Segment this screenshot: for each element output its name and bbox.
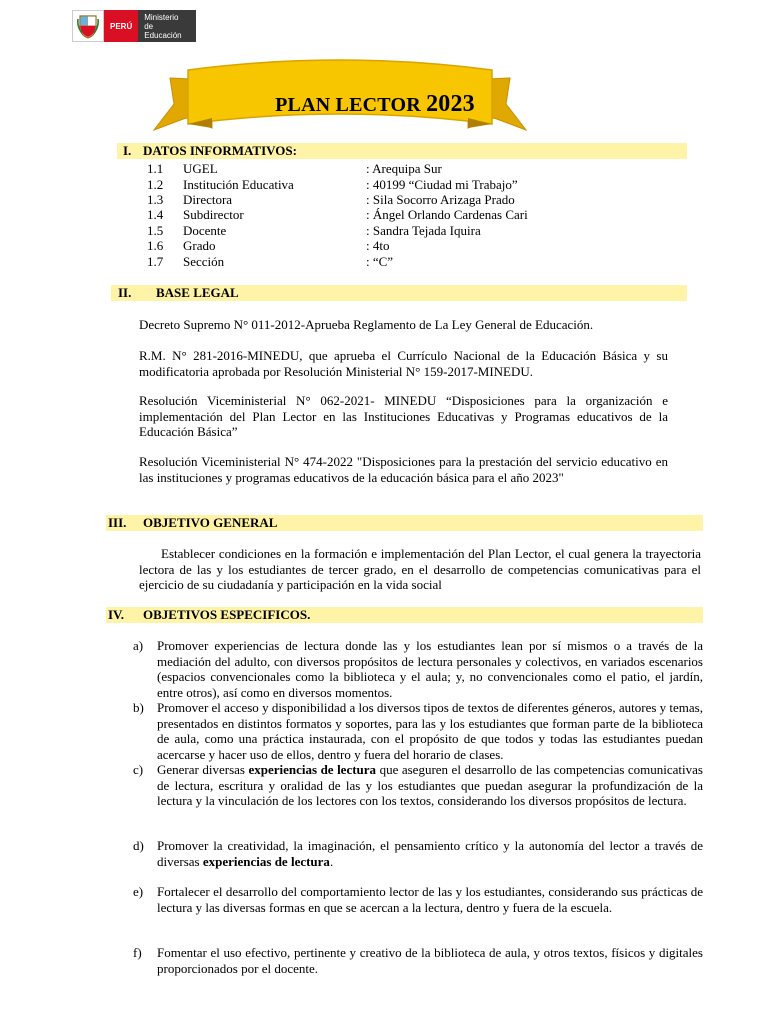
datos-value: : Arequipa Sur [366, 161, 442, 176]
datos-value: : 4to [366, 238, 390, 253]
datos-label: Sección [183, 254, 225, 269]
datos-label: Directora [183, 192, 233, 207]
objetivo-text: Promover la creatividad, la imaginación, el pensamiento crítico y la autonomía del lector a través de diversas experiencias de lectura. [157, 838, 703, 869]
datos-row [147, 223, 707, 238]
datos-row [147, 238, 707, 253]
objetivo-text: Promover el acceso y disponibilidad a los diversos tipos de textos de diferentes géneros, autores y temas, presentados en distintos formatos y soportes, para las y los estudiantes que forman parte de la biblioteca de aula, como una práctica instaurada, con el propósito de que todos y todas las estudiantes puedan acercarse y hacer uso de ellos, dentro y fuera del horario de clases. [157, 700, 703, 762]
datos-label: Institución Educativa [183, 177, 294, 192]
section-number: III. [108, 515, 127, 530]
objetivo-letter: f) [133, 945, 142, 960]
objetivo-letter: b) [133, 700, 144, 715]
section-number: II. [118, 285, 132, 300]
section-title: OBJETIVO GENERAL [143, 515, 278, 530]
datos-row [147, 177, 707, 192]
title-year: 2023 [426, 91, 475, 117]
objetivo-text: Fomentar el uso efectivo, pertinente y creativo de la biblioteca de aula, y otros textos, físicos y digitales proporcionados por el docente. [157, 945, 703, 976]
section-header-base-legal [111, 285, 687, 301]
ministry-line-1: Ministerio [144, 12, 179, 22]
section-number: IV. [108, 607, 125, 622]
coat-of-arms-icon [72, 10, 104, 42]
datos-value: : Sandra Tejada Iquira [366, 223, 481, 238]
datos-row [147, 161, 707, 176]
ministry-label [138, 10, 196, 42]
ministry-logo [72, 10, 196, 42]
datos-value: : “C” [366, 254, 394, 269]
section-title: OBJETIVOS ESPECIFICOS. [143, 607, 311, 622]
datos-number: 1.3 [147, 192, 164, 207]
datos-number: 1.6 [147, 238, 164, 253]
datos-label: Docente [183, 223, 227, 238]
section-title: BASE LEGAL [156, 285, 239, 300]
objetivo-text: Fortalecer el desarrollo del comportamiento lector de las y los estudiantes, considerando sus prácticas de lectura y las diversas formas en que se acercan a la lectura, dentro y fuera de la escuela. [157, 884, 703, 915]
peru-label: PERÚ [104, 10, 138, 42]
datos-row [147, 192, 707, 207]
ministry-line-2: de Educación [144, 21, 182, 40]
datos-number: 1.7 [147, 254, 164, 269]
section-number: I. [123, 143, 132, 158]
datos-value: : Sila Socorro Arizaga Prado [366, 192, 515, 207]
objetivo-text: Generar diversas experiencias de lectura que aseguren el desarrollo de las competencias comunicativas de lectura, escritura y oralidad de las y los estudiantes que puedan asegurar la profundización de la lectura y la vinculación de los lectores con los textos, considerando los diversos propósitos de lectura. [157, 762, 703, 808]
datos-label: Subdirector [183, 207, 244, 222]
datos-number: 1.1 [147, 161, 164, 176]
objetivo-letter: c) [133, 762, 144, 777]
section-header-datos [117, 143, 687, 159]
datos-value: : Ángel Orlando Cardenas Cari [366, 207, 528, 222]
datos-row [147, 254, 707, 269]
section-header-objetivo-general [106, 515, 703, 531]
objetivo-letter: e) [133, 884, 144, 899]
datos-row [147, 207, 707, 222]
datos-number: 1.5 [147, 223, 164, 238]
document-title [150, 91, 600, 118]
objetivo-letter: d) [133, 838, 144, 853]
legal-paragraph: Resolución Viceministerial N° 474-2022 "Disposiciones para la prestación del servicio educativo en las instituciones y programas educativos de la educación básica para el año 2023" [139, 454, 668, 485]
legal-paragraph: Decreto Supremo N° 011-2012-Aprueba Reglamento de La Ley General de Educación. [139, 317, 594, 332]
legal-paragraph: Resolución Viceministerial N° 062-2021- MINEDU “Disposiciones para la organización e implementación del Plan Lector en las Instituciones Educativas y Programas educativos de la Educación Básica” [139, 393, 668, 439]
section-header-objetivos-especificos [106, 607, 703, 623]
section-title: DATOS INFORMATIVOS: [143, 143, 297, 158]
legal-paragraph: R.M. N° 281-2016-MINEDU, que aprueba el Currículo Nacional de la Educación Básica y su modificatoria aprobada por Resolución Ministerial N° 159-2017-MINEDU. [139, 348, 668, 379]
objetivo-letter: a) [133, 638, 144, 653]
datos-label: Grado [183, 238, 216, 253]
datos-number: 1.4 [147, 207, 164, 222]
datos-value: : 40199 “Ciudad mi Trabajo” [366, 177, 518, 192]
datos-label: UGEL [183, 161, 218, 176]
datos-number: 1.2 [147, 177, 164, 192]
title-text: PLAN LECTOR [275, 94, 421, 116]
objetivo-general-text: Establecer condiciones en la formación e implementación del Plan Lector, el cual genera la trayectoria lectora de las y los estudiantes de tercer grado, en el desarrollo de competencias comunicativas para el ejercicio de su ciudadanía y participación en la vida social [139, 546, 701, 592]
objetivo-text: Promover experiencias de lectura donde las y los estudiantes lean por sí mismos o a través de la mediación del adulto, con diversos propósitos de lectura personales y colectivos, en variados escenarios (espacios convencionales como la biblioteca y el aula; y, no convencionales como el patio, el jardín, entre otros), así como en diversos momentos. [157, 638, 703, 700]
